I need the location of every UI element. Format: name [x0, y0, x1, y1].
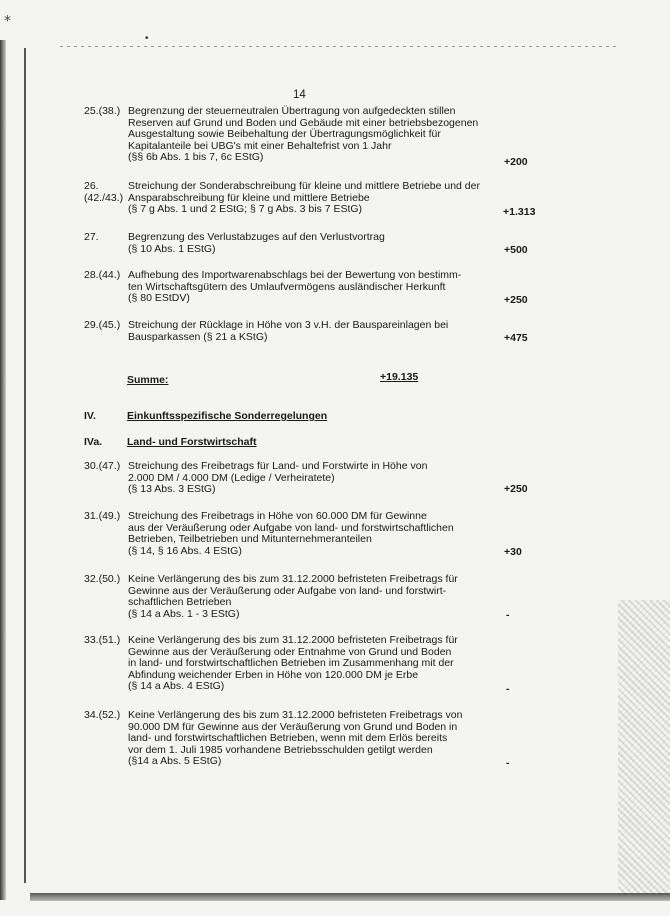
entry-line: schaftlichen Betrieben [128, 596, 232, 609]
entry-line: Streichung der Sonderabschreibung für kleine und mittlere Betriebe und der [128, 180, 480, 192]
entry-line: Abfindung weichender Erben in Höhe von 120.000 DM je Erbe [128, 668, 419, 681]
entry-text [128, 710, 528, 768]
scan-corner-mark: ⁎ [4, 8, 11, 24]
entry-line: Streichung des Freibetrags in Höhe von 60.000 DM für Gewinne [128, 510, 427, 522]
entry-32-value: - [506, 609, 510, 621]
entry-line: (§ 14 a Abs. 4 EStG) [128, 680, 225, 693]
entry-line: Reserven auf Grund und Boden und Gebäude mit einer betriebsbezogenen [128, 116, 479, 129]
entry-34-value: - [506, 757, 510, 769]
sum-value: +19.135 [380, 371, 419, 383]
entry-line: aus der Veräußerung oder Aufgabe von land- und forstwirtschaftlichen [128, 521, 454, 534]
entry-31-value: +30 [504, 546, 522, 558]
entry-line: (§§ 6b Abs. 1 bis 7, 6c EStG) [128, 151, 264, 164]
entry-line: (§ 14 a Abs. 1 - 3 EStG) [128, 607, 240, 620]
entry-number-sub: (42./43.) [84, 191, 124, 204]
entry-text [128, 232, 528, 255]
entry-line: Keine Verlängerung des bis zum 31.12.2000 befristeten Freibetrags für [128, 573, 458, 585]
entry-line: Keine Verlängerung des bis zum 31.12.2000 befristeten Freibetrags für [128, 634, 458, 646]
entry-number: 28.(44.) [84, 269, 121, 281]
entry-line: (§14 a Abs. 5 EStG) [128, 755, 222, 768]
entry-line: Begrenzung des Verlustabzuges auf den Verlustvortrag [128, 231, 385, 243]
entry-text [128, 181, 528, 216]
entry-line: Kapitalanteile bei UBG's mit einer Behaltefrist von 1 Jahr [128, 139, 392, 152]
section-iv-number: IV. [84, 410, 96, 422]
scan-left-edge [24, 48, 26, 883]
entry-line: (§ 10 Abs. 1 EStG) [128, 242, 216, 255]
entry-line: Betrieben, Teilbetrieben und Mitunternehmeranteilen [128, 533, 372, 546]
entry-33-value: - [506, 683, 510, 695]
entry-line: Streichung des Freibetrags für Land- und Forstwirte in Höhe von [128, 460, 428, 472]
entry-text [128, 635, 528, 693]
entry-number: 27. [84, 231, 99, 243]
entry-line: Ansparabschreibung für kleine und mittlere Betriebe [128, 191, 370, 204]
entry-line: 2.000 DM / 4.000 DM (Ledige / Verheiratete) [128, 471, 335, 484]
entry-29-value: +475 [504, 332, 528, 344]
entry-number: 25.(38.) [84, 105, 121, 117]
entry-line: Gewinne aus der Veräußerung oder Aufgabe von land- und forstwirt- [128, 584, 447, 597]
entry-number: 32.(50.) [84, 573, 121, 585]
entry-line: Aufhebung des Importwarenabschlags bei der Bewertung von bestimm- [128, 269, 462, 281]
entry-28-value: +250 [504, 294, 528, 306]
entry-text [128, 270, 528, 305]
entry-line: (§ 7 g Abs. 1 und 2 EStG; § 7 g Abs. 3 bis 7 EStG) [128, 203, 363, 216]
scan-dot-mark: • [145, 33, 149, 44]
page-number: 14 [293, 89, 306, 101]
entry-line: vor dem 1. Juli 1985 vorhandene Betriebsschulden getilgt werden [128, 743, 433, 756]
entry-number: 33.(51.) [84, 634, 121, 646]
entry-27-value: +500 [504, 244, 528, 256]
entry-number: 31.(49.) [84, 510, 121, 522]
section-iva-title: Land- und Forstwirtschaft [127, 436, 257, 448]
entry-number: 34.(52.) [84, 709, 121, 721]
section-iva-number: IVa. [84, 436, 103, 448]
entry-text [128, 511, 528, 557]
entry-line: Streichung der Rücklage in Höhe von 3 v.H. der Bauspareinlagen bei [128, 319, 449, 331]
entry-line: in land- und forstwirtschaftlichen Betrieben im Zusammenhang mit der [128, 657, 454, 670]
entry-number: 30.(47.) [84, 460, 121, 472]
entry-line: land- und forstwirtschaftlichen Betrieben, wenn mit dem Erlös bereits [128, 732, 448, 745]
entry-line: Keine Verlängerung des bis zum 31.12.2000 befristeten Freibetrags von [128, 709, 463, 721]
scan-top-rule [60, 46, 620, 47]
entry-number: 29.(45.) [84, 319, 121, 331]
entry-line: 90.000 DM für Gewinne aus der Veräußerung von Grund und Boden in [128, 720, 458, 733]
entry-line: Begrenzung der steuerneutralen Übertragung von aufgedeckten stillen [128, 105, 456, 117]
entry-text [128, 320, 528, 343]
entry-line: Gewinne aus der Veräußerung oder Entnahme von Grund und Boden [128, 645, 452, 658]
entry-line: Ausgestaltung sowie Beibehaltung der Übertragungsmöglichkeit für [128, 128, 441, 141]
entry-line: Bausparkassen (§ 21 a KStG) [128, 330, 268, 343]
entry-number: 26. [84, 180, 99, 192]
entry-text [128, 461, 528, 496]
entry-text [128, 574, 528, 620]
entry-26-value: +1.313 [503, 206, 536, 218]
scan-left-shadow [0, 40, 6, 900]
entry-text [128, 106, 528, 164]
entry-25-value: +200 [504, 156, 528, 168]
entry-line: (§ 13 Abs. 3 EStG) [128, 483, 216, 496]
entry-line: ten Wirtschaftsgütern des Umlaufvermögens ausländischer Herkunft [128, 280, 446, 293]
entry-line: (§ 14, § 16 Abs. 4 EStG) [128, 544, 242, 557]
sum-label: Summe: [127, 374, 169, 386]
entry-line: (§ 80 EStDV) [128, 292, 190, 305]
scan-bottom-edge [30, 893, 670, 901]
entry-30-value: +250 [504, 483, 528, 495]
section-iv-title: Einkunftsspezifische Sonderregelungen [127, 410, 328, 422]
scan-noise [618, 600, 670, 895]
